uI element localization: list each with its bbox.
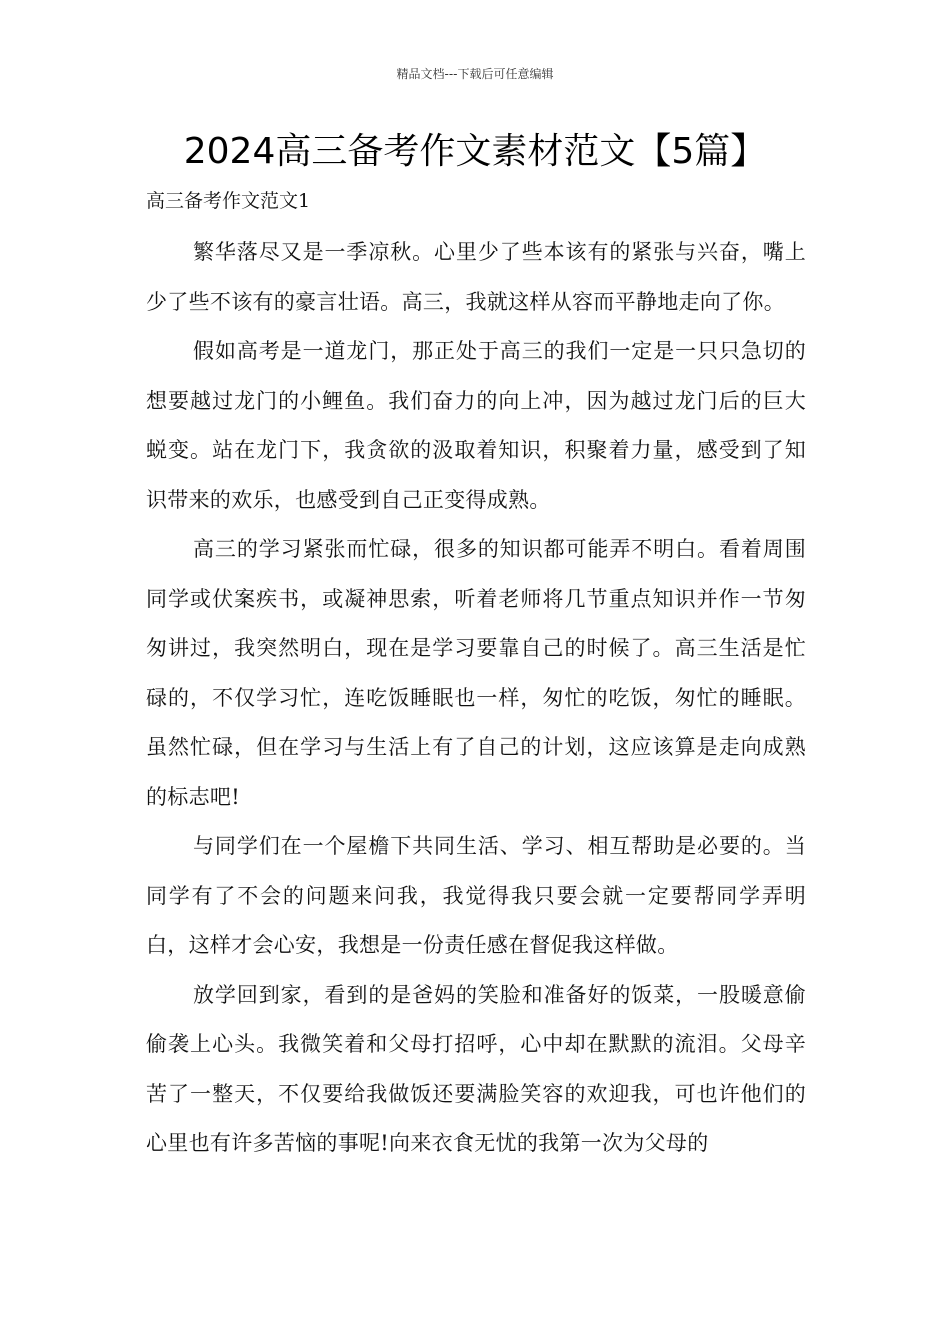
- paragraph-4: 与同学们在一个屋檐下共同生活、学习、相互帮助是必要的。当同学有了不会的问题来问我，我觉得我只要会就一定要帮同学弄明白，这样才会心安，我想是一份责任感在督促我这样做。: [146, 834, 806, 957]
- header-note: 精品文档---下载后可任意编辑: [396, 67, 554, 81]
- document-title: 2024高三备考作文素材范文【5篇】: [183, 131, 767, 172]
- section-heading: 高三备考作文范文1: [146, 190, 311, 212]
- paragraph-5: 放学回到家，看到的是爸妈的笑脸和准备好的饭菜，一股暖意偷偷袭上心头。我微笑着和父母打招呼，心中却在默默的流泪。父母辛苦了一整天，不仅要给我做饭还要满脸笑容的欢迎我，可也许他们的心里也有许多苦恼的事呢!向来衣食无忧的我第一次为父母的: [146, 982, 806, 1155]
- paragraph-1: 繁华落尽又是一季凉秋。心里少了些本该有的紧张与兴奋，嘴上少了些不该有的豪言壮语。高三，我就这样从容而平静地走向了你。: [146, 240, 806, 314]
- paragraph-3: 高三的学习紧张而忙碌，很多的知识都可能弄不明白。看着周围同学或伏案疾书，或凝神思索，听着老师将几节重点知识并作一节匆匆讲过，我突然明白，现在是学习要靠自己的时候了。高三生活是忙碌的，不仅学习忙，连吃饭睡眠也一样，匆忙的吃饭，匆忙的睡眠。虽然忙碌，但在学习与生活上有了自己的计划，这应该算是走向成熟的标志吧!: [146, 537, 806, 809]
- document-body: [146, 228, 806, 1169]
- paragraph-2: 假如高考是一道龙门，那正处于高三的我们一定是一只只急切的想要越过龙门的小鲤鱼。我们奋力的向上冲，因为越过龙门后的巨大蜕变。站在龙门下，我贪欲的汲取着知识，积聚着力量，感受到了知识带来的欢乐，也感受到自己正变得成熟。: [146, 339, 806, 512]
